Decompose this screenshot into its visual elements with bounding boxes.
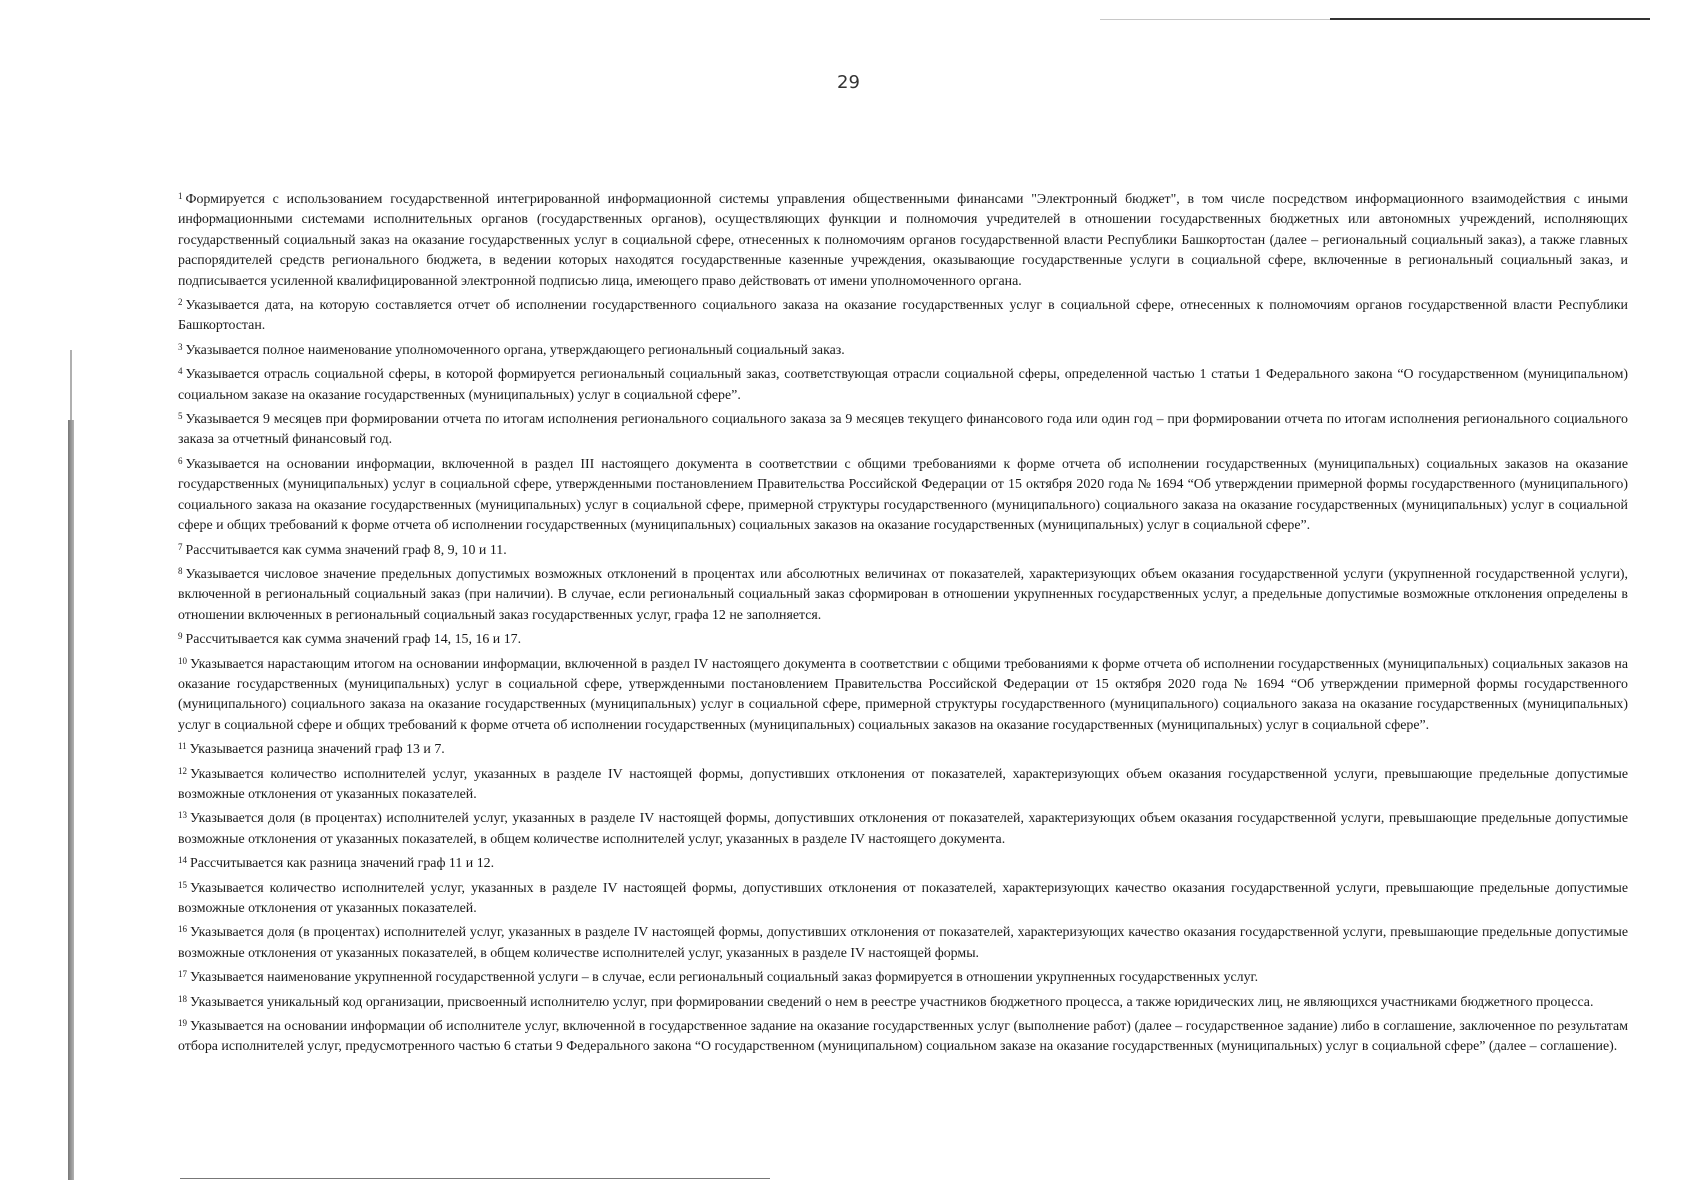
footnote-number: 12 xyxy=(178,765,187,776)
footnote-number: 7 xyxy=(178,541,183,552)
footnote-text: Указывается 9 месяцев при формировании отчета по итогам исполнения регионального социального заказа за 9 месяцев текущего финансового года или один год – при формировании отчета по итогам исполнения регионального социального заказа за отчетный финансовый год. xyxy=(178,412,1628,448)
footnote-number: 16 xyxy=(178,924,187,935)
page-number: 29 xyxy=(837,72,860,93)
footnote xyxy=(178,964,1628,988)
top-faint-rule xyxy=(1100,19,1330,20)
footnote xyxy=(178,989,1628,1013)
footnote xyxy=(178,875,1628,920)
footnote-text: Указывается уникальный код организации, присвоенный исполнителю услуг, при формировании сведений о нем в реестре участников бюджетного процесса, а также юридических лиц, не являющихся участниками бюджетного процесса. xyxy=(190,994,1594,1010)
footnote-number: 2 xyxy=(178,297,183,308)
footnote-number: 1 xyxy=(178,191,183,201)
footnote-number: 8 xyxy=(178,565,183,576)
footnotes-block xyxy=(178,186,1628,1058)
footnote xyxy=(178,406,1628,451)
footnote-number: 9 xyxy=(178,631,183,642)
footnote-number: 4 xyxy=(178,366,183,377)
footnote-text: Указывается количество исполнителей услуг, указанных в разделе IV настоящей формы, допустивших отклонения от показателей, характеризующих объем оказания государственной услуги, превышающие предельные допустимые возможные отклонения от указанных показателей. xyxy=(178,766,1628,802)
footnote xyxy=(178,626,1628,650)
footnote xyxy=(178,651,1628,737)
footnote-text: Указывается разница значений граф 13 и 7. xyxy=(189,742,445,758)
footnote-number: 17 xyxy=(178,969,187,980)
footnote xyxy=(178,561,1628,626)
footnote xyxy=(178,736,1628,760)
footnote xyxy=(178,850,1628,874)
footnote xyxy=(178,361,1628,406)
footnote-text: Рассчитывается как разница значений граф 11 и 12. xyxy=(190,856,495,872)
footnote-number: 13 xyxy=(178,810,187,821)
footnote-number: 18 xyxy=(178,993,187,1004)
footnote-text: Указывается полное наименование уполномоченного органа, утверждающего региональный социальный заказ. xyxy=(185,342,845,358)
footnote xyxy=(178,805,1628,850)
footnote-text: Указывается наименование укрупненной государственной услуги – в случае, если региональный социальный заказ формируется в отношении укрупненных государственных услуг. xyxy=(190,970,1259,986)
footnote xyxy=(178,761,1628,806)
bottom-rule xyxy=(180,1178,770,1179)
footnote-text: Указывается числовое значение предельных допустимых возможных отклонений в процентах или абсолютных величинах от показателей, характеризующих объем оказания государственной услуги (укрупненной государственной услуги), включенной в региональный социальный заказ (при наличии). В случае, если региональный социальный заказ сформирован в отношении укрупненных государственных услуг, а предельные допустимые возможные отклонения определены в отношении включенных в региональный социальный заказ государственных услуг, графа 12 не заполняется. xyxy=(178,566,1628,623)
footnote-text: Указывается на основании информации, включенной в раздел III настоящего документа в соответствии с общими требованиями к форме отчета об исполнении государственных (муниципальных) социальных заказов на оказание государственных (муниципальных) услуг в социальной сфере, утвержденными постановлением Правительства Российской Федерации от 15 октября 2020 года № 1694 “Об утверждении примерной формы государственного (муниципального) социального заказа на оказание государственных (муниципальных) услуг в социальной сфере, примерной структуры государственного (муниципального) социального заказа на оказание государственных (муниципальных) услуг в социальной сфере и общих требований к форме отчета об исполнении государственных (муниципальных) социальных заказов на оказание государственных (муниципальных) услуг в социальной сфере”. xyxy=(178,456,1628,534)
footnote-number: 14 xyxy=(178,855,187,866)
footnote-number: 5 xyxy=(178,411,183,422)
footnote-text: Указывается доля (в процентах) исполнителей услуг, указанных в разделе IV настоящей формы, допустивших отклонения от показателей, характеризующих объем оказания государственной услуги, превышающие предельные допустимые возможные отклонения от указанных показателей, в общем количестве исполнителей услуг, указанных в разделе IV настоящего документа. xyxy=(178,811,1628,847)
footnote-number: 6 xyxy=(178,455,183,466)
footnote xyxy=(178,186,1628,292)
footnote xyxy=(178,1013,1628,1058)
footnote-number: 15 xyxy=(178,879,187,890)
footnote-text: Формируется с использованием государственной интегрированной информационной системы управления общественными финансами "Электронный бюджет", в том числе посредством информационного взаимодействия с иными информационными системами исполнительных органов (государственных органов), осуществляющих функции и полномочия учредителей в отношении государственных бюджетных или автономных учреждений, исполняющих государственный социальный заказ на оказание государственных услуг в социальной сфере, отнесенных к полномочиям органов государственной власти Республики Башкортостан (далее – региональный социальный заказ), а также главных распорядителей средств регионального бюджета, в ведении которых находятся государственные казенные учреждения, оказывающие государственные услуги в социальной сфере, включенные в региональный социальный заказ, и подписывается усиленной квалифицированной электронной подписью лица, имеющего право действовать от имени уполномоченного органа. xyxy=(178,192,1628,289)
footnote-text: Указывается отрасль социальной сферы, в которой формируется региональный социальный заказ, соответствующая отрасли социальной сферы, определенной частью 1 статьи 1 Федерального закона “О государственном (муниципальном) социальном заказе на оказание государственных (муниципальных) услуг в социальной сфере”. xyxy=(178,367,1628,403)
footnote-text: Указывается дата, на которую составляется отчет об исполнении государственного социального заказа на оказание государственных услуг в социальной сфере, отнесенных к полномочиям органов государственной власти Республики Башкортостан. xyxy=(178,298,1628,334)
footnote-number: 19 xyxy=(178,1018,187,1029)
scan-binding-edge xyxy=(68,420,74,1180)
footnote-text: Указывается количество исполнителей услуг, указанных в разделе IV настоящей формы, допустивших отклонения от показателей, характеризующих качество оказания государственной услуги, превышающие предельные допустимые возможные отклонения от указанных показателей. xyxy=(178,880,1628,916)
footnote-number: 11 xyxy=(178,741,187,752)
footnote xyxy=(178,337,1628,361)
footnote-text: Рассчитывается как сумма значений граф 14, 15, 16 и 17. xyxy=(185,632,522,648)
footnote xyxy=(178,919,1628,964)
footnote-text: Рассчитывается как сумма значений граф 8, 9, 10 и 11. xyxy=(185,542,507,558)
footnote-number: 3 xyxy=(178,341,183,352)
footnote xyxy=(178,451,1628,537)
scan-edge-mark xyxy=(70,350,72,420)
footnote-text: Указывается доля (в процентах) исполнителей услуг, указанных в разделе IV настоящей формы, допустивших отклонения от показателей, характеризующих качество оказания государственной услуги, превышающие предельные допустимые возможные отклонения от указанных показателей, в общем количестве исполнителей услуг, указанных в разделе IV настоящей формы. xyxy=(178,925,1628,961)
footnote-text: Указывается на основании информации об исполнителе услуг, включенной в государственное задание на оказание государственных услуг (выполнение работ) (далее – государственное задание) либо в соглашение, заключенное по результатам отбора исполнителей услуг, предусмотренного частью 6 статьи 9 Федерального закона “О государственном (муниципальном) социальном заказе на оказание государственных (муниципальных) услуг в социальной сфере” (далее – соглашение). xyxy=(178,1019,1628,1055)
footnote-text: Указывается нарастающим итогом на основании информации, включенной в раздел IV настоящего документа в соответствии с общими требованиями к форме отчета об исполнении государственных (муниципальных) социальных заказов на оказание государственных (муниципальных) услуг в социальной сфере, утвержденными постановлением Правительства Российской Федерации от 15 октября 2020 года № 1694 “Об утверждении примерной формы государственного (муниципального) социального заказа на оказание государственных (муниципальных) услуг в социальной сфере, примерной структуры государственного (муниципального) социального заказа на оказание государственных (муниципальных) услуг в социальной сфере и общих требований к форме отчета об исполнении государственных (муниципальных) социальных заказов на оказание государственных (муниципальных) услуг в социальной сфере”. xyxy=(178,656,1628,733)
footnote xyxy=(178,292,1628,337)
footnote xyxy=(178,537,1628,561)
footnote-number: 10 xyxy=(178,655,187,666)
top-rule xyxy=(1330,18,1650,20)
